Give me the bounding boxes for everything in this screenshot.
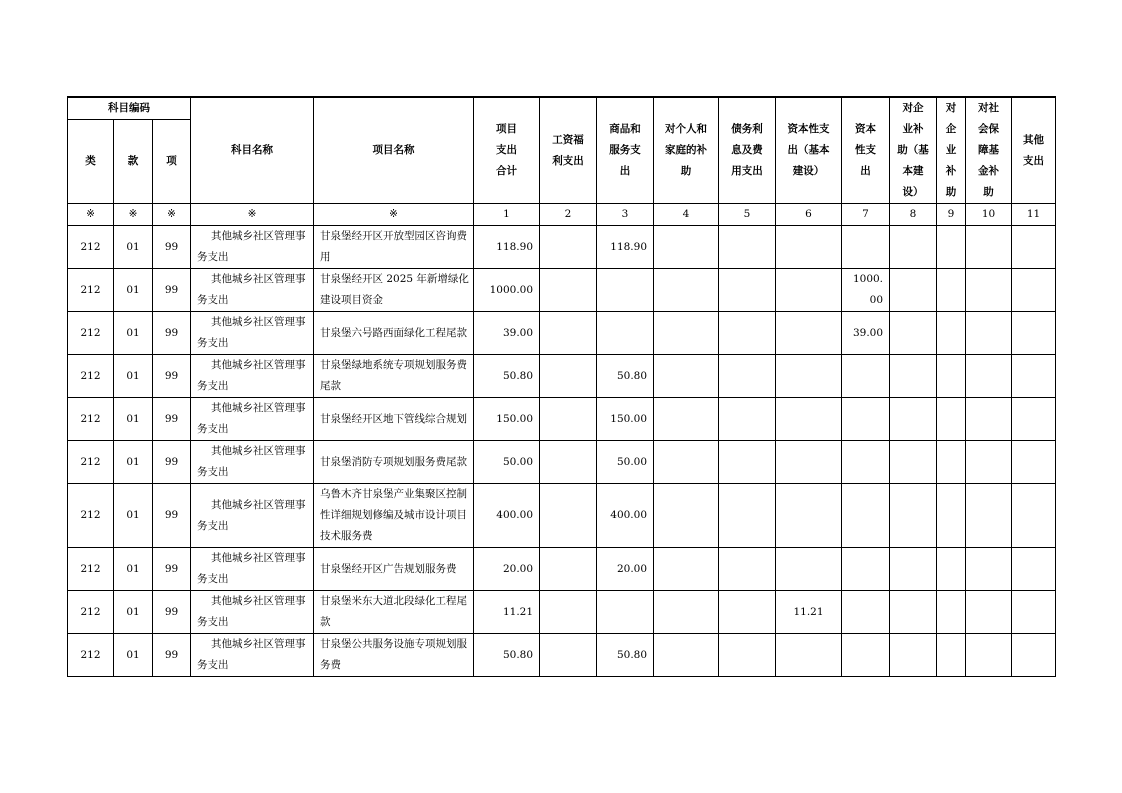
marker-cell: 8 [890,204,937,226]
enterprise-basic-header: 对企 业补 助（基 本建 设） [890,97,937,204]
project-name-cell: 乌鲁木齐甘泉堡产业集聚区控制性详细规划修编及城市设计项目技术服务费 [314,484,474,548]
section-cell: 01 [114,312,153,355]
enterprise-subsidy-cell [937,441,966,484]
subject-name-header: 科目名称 [191,97,314,204]
capital-basic-cell [776,226,842,269]
subject-name-cell: 其他城乡社区管理事务支出 [191,484,314,548]
other-expense-cell [1012,269,1056,312]
household-subsidy-cell [654,441,719,484]
subject-name-cell: 其他城乡社区管理事务支出 [191,548,314,591]
enterprise-subsidy-header: 对 企 业 补 助 [937,97,966,204]
goods-services-cell: 50.80 [597,355,654,398]
header-row-1 [68,97,1056,120]
goods-services-cell [597,312,654,355]
table-row [68,312,1056,355]
enterprise-subsidy-cell [937,269,966,312]
section-cell: 01 [114,269,153,312]
project-name-cell: 甘泉堡米东大道北段绿化工程尾款 [314,591,474,634]
table-row [68,484,1056,548]
enterprise-subsidy-cell [937,398,966,441]
debt-interest-cell [719,398,776,441]
item-cell: 99 [153,634,191,677]
other-expense-cell [1012,484,1056,548]
total-cell: 50.80 [474,634,540,677]
debt-interest-cell [719,269,776,312]
social-security-cell [966,548,1012,591]
total-header: 项目 支出 合计 [474,97,540,204]
marker-cell: 2 [540,204,597,226]
section-cell: 01 [114,548,153,591]
other-expense-cell [1012,312,1056,355]
project-name-cell: 甘泉堡公共服务设施专项规划服务费 [314,634,474,677]
debt-interest-header: 债务利 息及费 用支出 [719,97,776,204]
capital-basic-cell [776,634,842,677]
category-cell: 212 [68,441,114,484]
total-cell: 11.21 [474,591,540,634]
marker-cell: 3 [597,204,654,226]
category-cell: 212 [68,312,114,355]
other-expense-header: 其他 支出 [1012,97,1056,204]
social-security-cell [966,484,1012,548]
marker-cell: 10 [966,204,1012,226]
debt-interest-cell [719,312,776,355]
goods-services-cell [597,591,654,634]
table-row [68,398,1056,441]
enterprise-subsidy-cell [937,548,966,591]
social-security-cell [966,226,1012,269]
wages-cell [540,484,597,548]
item-cell: 99 [153,269,191,312]
marker-cell: ※ [153,204,191,226]
section-cell: 01 [114,355,153,398]
marker-cell: 7 [842,204,890,226]
capital-basic-cell [776,355,842,398]
category-cell: 212 [68,355,114,398]
enterprise-basic-cell [890,484,937,548]
enterprise-basic-cell [890,355,937,398]
total-cell: 39.00 [474,312,540,355]
category-cell: 212 [68,269,114,312]
household-subsidy-cell [654,484,719,548]
section-cell: 01 [114,634,153,677]
section-cell: 01 [114,484,153,548]
item-cell: 99 [153,398,191,441]
subject-code-header: 科目编码 [68,97,191,120]
social-security-cell [966,312,1012,355]
household-subsidy-cell [654,548,719,591]
marker-cell: ※ [191,204,314,226]
budget-table [67,96,1056,677]
capital-cell [842,355,890,398]
enterprise-basic-cell [890,269,937,312]
capital-basic-cell [776,398,842,441]
capital-cell [842,484,890,548]
enterprise-basic-cell [890,226,937,269]
social-security-cell [966,269,1012,312]
capital-cell [842,398,890,441]
social-security-cell [966,355,1012,398]
debt-interest-cell [719,355,776,398]
capital-basic-cell [776,548,842,591]
goods-services-cell [597,269,654,312]
section-cell: 01 [114,398,153,441]
household-subsidy-header: 对个人和 家庭的补 助 [654,97,719,204]
other-expense-cell [1012,355,1056,398]
enterprise-basic-cell [890,398,937,441]
capital-cell [842,441,890,484]
goods-services-cell: 118.90 [597,226,654,269]
table-row [68,269,1056,312]
debt-interest-cell [719,591,776,634]
item-header: 项 [153,120,191,204]
table-row [68,634,1056,677]
marker-cell: ※ [68,204,114,226]
capital-basic-cell [776,269,842,312]
item-cell: 99 [153,355,191,398]
project-name-cell: 甘泉堡六号路西面绿化工程尾款 [314,312,474,355]
category-header: 类 [68,120,114,204]
social-security-header: 对社 会保 障基 金补 助 [966,97,1012,204]
marker-row [68,204,1056,226]
capital-cell: 1000. 00 [842,269,890,312]
enterprise-basic-cell [890,312,937,355]
wages-cell [540,312,597,355]
household-subsidy-cell [654,591,719,634]
category-cell: 212 [68,484,114,548]
marker-cell: ※ [114,204,153,226]
section-header: 款 [114,120,153,204]
capital-basic-cell [776,441,842,484]
household-subsidy-cell [654,312,719,355]
category-cell: 212 [68,398,114,441]
other-expense-cell [1012,548,1056,591]
debt-interest-cell [719,226,776,269]
project-name-cell: 甘泉堡消防专项规划服务费尾款 [314,441,474,484]
enterprise-subsidy-cell [937,226,966,269]
wages-cell [540,548,597,591]
marker-cell: ※ [314,204,474,226]
enterprise-subsidy-cell [937,355,966,398]
enterprise-subsidy-cell [937,484,966,548]
table-row [68,226,1056,269]
capital-basic-header: 资本性支 出（基本 建设） [776,97,842,204]
table-row [68,441,1056,484]
project-name-cell: 甘泉堡经开区开放型园区咨询费用 [314,226,474,269]
capital-header: 资本 性支 出 [842,97,890,204]
capital-basic-cell [776,312,842,355]
enterprise-basic-cell [890,634,937,677]
table-row [68,591,1056,634]
item-cell: 99 [153,548,191,591]
other-expense-cell [1012,634,1056,677]
subject-name-cell: 其他城乡社区管理事务支出 [191,591,314,634]
subject-name-cell: 其他城乡社区管理事务支出 [191,398,314,441]
household-subsidy-cell [654,269,719,312]
category-cell: 212 [68,591,114,634]
enterprise-basic-cell [890,441,937,484]
project-name-cell: 甘泉堡经开区地下管线综合规划 [314,398,474,441]
goods-services-cell: 20.00 [597,548,654,591]
other-expense-cell [1012,441,1056,484]
goods-services-cell: 50.00 [597,441,654,484]
wages-cell [540,355,597,398]
wages-cell [540,591,597,634]
capital-cell [842,634,890,677]
table-row [68,548,1056,591]
table-row [68,355,1056,398]
subject-name-cell: 其他城乡社区管理事务支出 [191,355,314,398]
category-cell: 212 [68,634,114,677]
other-expense-cell [1012,591,1056,634]
debt-interest-cell [719,484,776,548]
subject-name-cell: 其他城乡社区管理事务支出 [191,634,314,677]
total-cell: 118.90 [474,226,540,269]
category-cell: 212 [68,226,114,269]
section-cell: 01 [114,226,153,269]
total-cell: 50.80 [474,355,540,398]
marker-cell: 9 [937,204,966,226]
enterprise-subsidy-cell [937,591,966,634]
household-subsidy-cell [654,355,719,398]
subject-name-cell: 其他城乡社区管理事务支出 [191,441,314,484]
project-name-cell: 甘泉堡绿地系统专项规划服务费尾款 [314,355,474,398]
goods-services-cell: 400.00 [597,484,654,548]
social-security-cell [966,591,1012,634]
wages-cell [540,398,597,441]
capital-cell: 39.00 [842,312,890,355]
other-expense-cell [1012,398,1056,441]
project-name-cell: 甘泉堡经开区 2025 年新增绿化建设项目资金 [314,269,474,312]
household-subsidy-cell [654,398,719,441]
goods-services-cell: 50.80 [597,634,654,677]
enterprise-subsidy-cell [937,312,966,355]
project-name-cell: 甘泉堡经开区广告规划服务费 [314,548,474,591]
total-cell: 1000.00 [474,269,540,312]
debt-interest-cell [719,548,776,591]
wages-cell [540,226,597,269]
wages-cell [540,441,597,484]
section-cell: 01 [114,441,153,484]
wages-header: 工资福 利支出 [540,97,597,204]
enterprise-basic-cell [890,591,937,634]
debt-interest-cell [719,634,776,677]
marker-cell: 11 [1012,204,1056,226]
goods-services-cell: 150.00 [597,398,654,441]
total-cell: 20.00 [474,548,540,591]
total-cell: 400.00 [474,484,540,548]
marker-cell: 1 [474,204,540,226]
household-subsidy-cell [654,226,719,269]
capital-basic-cell [776,484,842,548]
item-cell: 99 [153,226,191,269]
social-security-cell [966,398,1012,441]
item-cell: 99 [153,312,191,355]
debt-interest-cell [719,441,776,484]
enterprise-subsidy-cell [937,634,966,677]
subject-name-cell: 其他城乡社区管理事务支出 [191,312,314,355]
item-cell: 99 [153,441,191,484]
project-name-header: 项目名称 [314,97,474,204]
marker-cell: 6 [776,204,842,226]
social-security-cell [966,441,1012,484]
capital-cell [842,226,890,269]
total-cell: 150.00 [474,398,540,441]
section-cell: 01 [114,591,153,634]
wages-cell [540,634,597,677]
capital-basic-cell: 11.21 [776,591,842,634]
marker-cell: 4 [654,204,719,226]
subject-name-cell: 其他城乡社区管理事务支出 [191,269,314,312]
social-security-cell [966,634,1012,677]
household-subsidy-cell [654,634,719,677]
other-expense-cell [1012,226,1056,269]
item-cell: 99 [153,484,191,548]
subject-name-cell: 其他城乡社区管理事务支出 [191,226,314,269]
capital-cell [842,591,890,634]
item-cell: 99 [153,591,191,634]
capital-cell [842,548,890,591]
wages-cell [540,269,597,312]
goods-services-header: 商品和 服务支 出 [597,97,654,204]
total-cell: 50.00 [474,441,540,484]
marker-cell: 5 [719,204,776,226]
category-cell: 212 [68,548,114,591]
enterprise-basic-cell [890,548,937,591]
